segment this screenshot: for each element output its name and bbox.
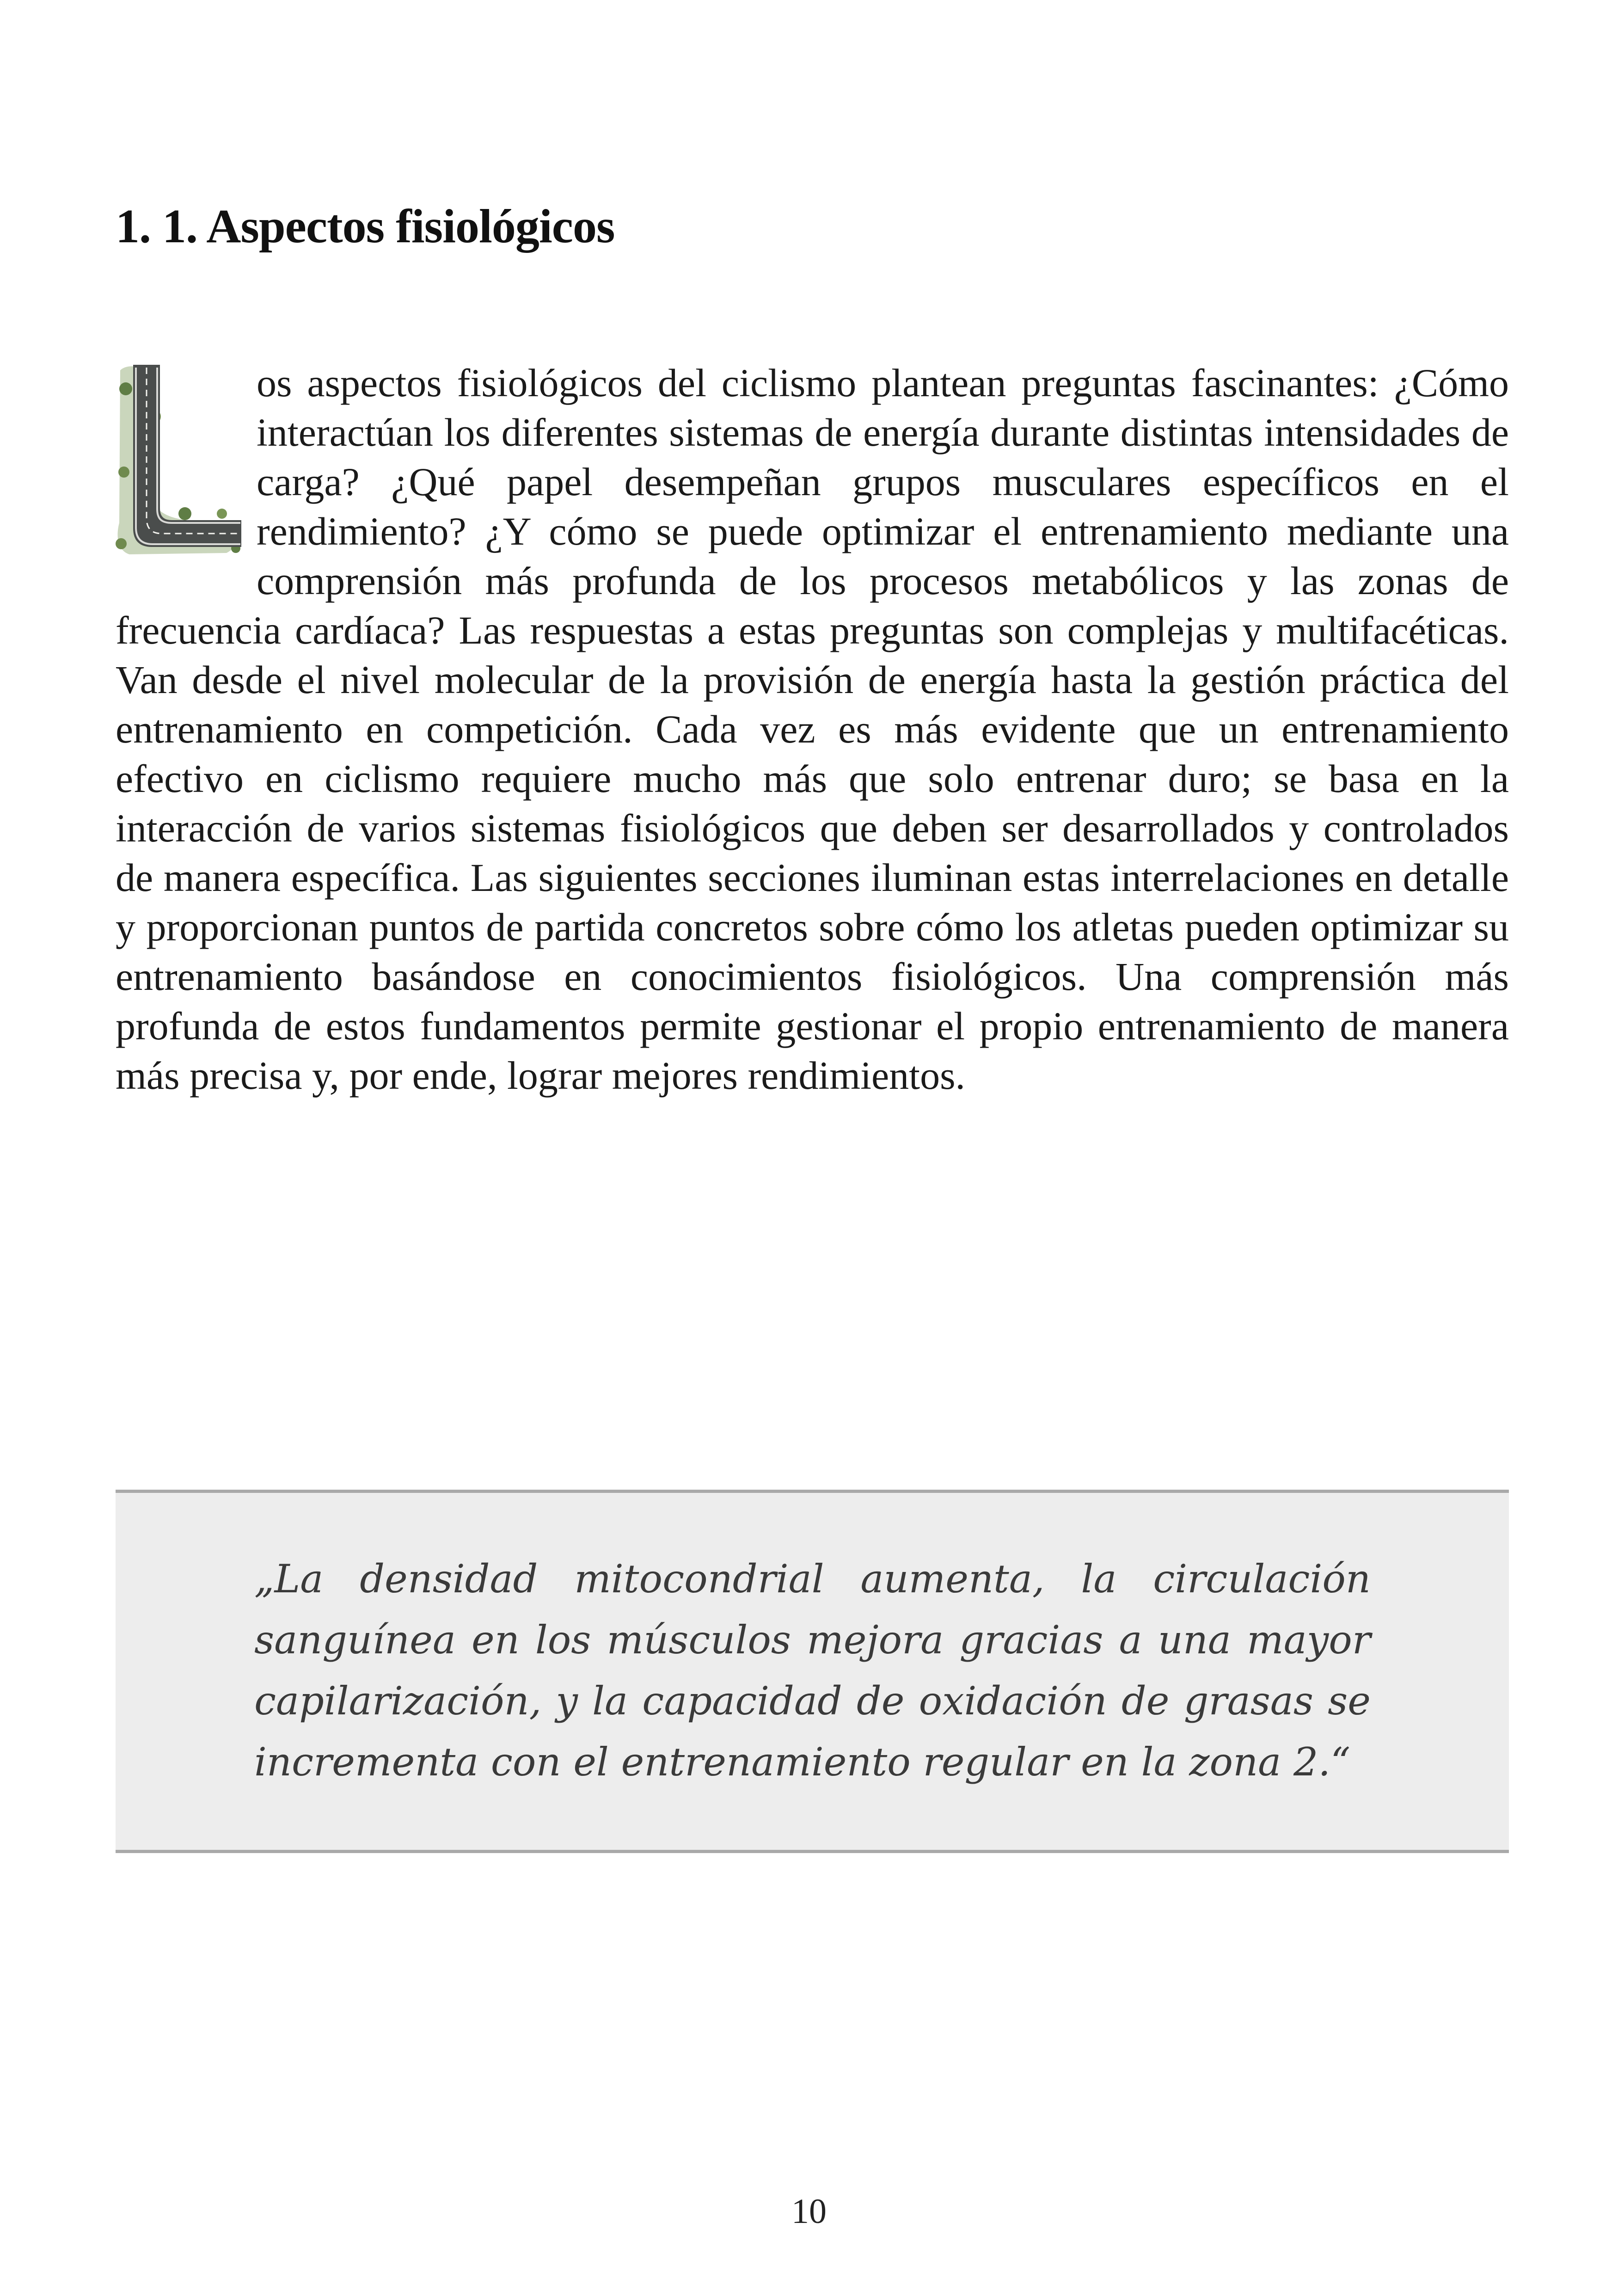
body-paragraph (116, 358, 1509, 1100)
pull-quote-box (116, 1490, 1509, 1853)
page-number: 10 (791, 2192, 827, 2231)
pull-quote-text: „La densidad mitocondrial aumenta, la circulación sanguínea en los músculos mejora gracias a una mayor capilarización, y la capacidad de oxidación de grasas se incrementa con el entrenamiento regular en la zona 2.“ (254, 1556, 1371, 1785)
body-paragraph-text: os aspectos fisiológicos del ciclismo plantean preguntas fascinantes: ¿Cómo interactúan los diferentes sistemas de energía durante distintas intensidades de carga? ¿Qué papel desempeñan grupos musculares específicos en el rendimiento? ¿Y cómo se puede optimizar el entrenamiento mediante una comprensión más profunda de los procesos metabólicos y las zonas de frecuencia cardíaca? Las respuestas a estas preguntas son complejas y multifacéticas. Van desde el nivel molecular de la provisión de energía hasta la gestión práctica del entrenamiento en competición. Cada vez es más evidente que un entrenamiento efectivo en ciclismo requiere mucho más que solo entrenar duro; se basa en la interacción de varios sistemas fisiológicos que deben ser desarrollados y controlados de manera específica. Las siguientes secciones iluminan estas interrelaciones en detalle y proporcionan puntos de partida concretos sobre cómo los atletas pueden optimizar su entrenamiento basándose en conocimientos fisiológicos. Una comprensión más profunda de estos fundamentos permite gestionar el propio entrenamiento de manera más precisa y, por ende, lograr mejores rendimientos. (116, 361, 1509, 1098)
section-heading: 1. 1. Aspectos fisiológicos (116, 200, 615, 253)
drop-cap-road-icon (116, 361, 243, 561)
